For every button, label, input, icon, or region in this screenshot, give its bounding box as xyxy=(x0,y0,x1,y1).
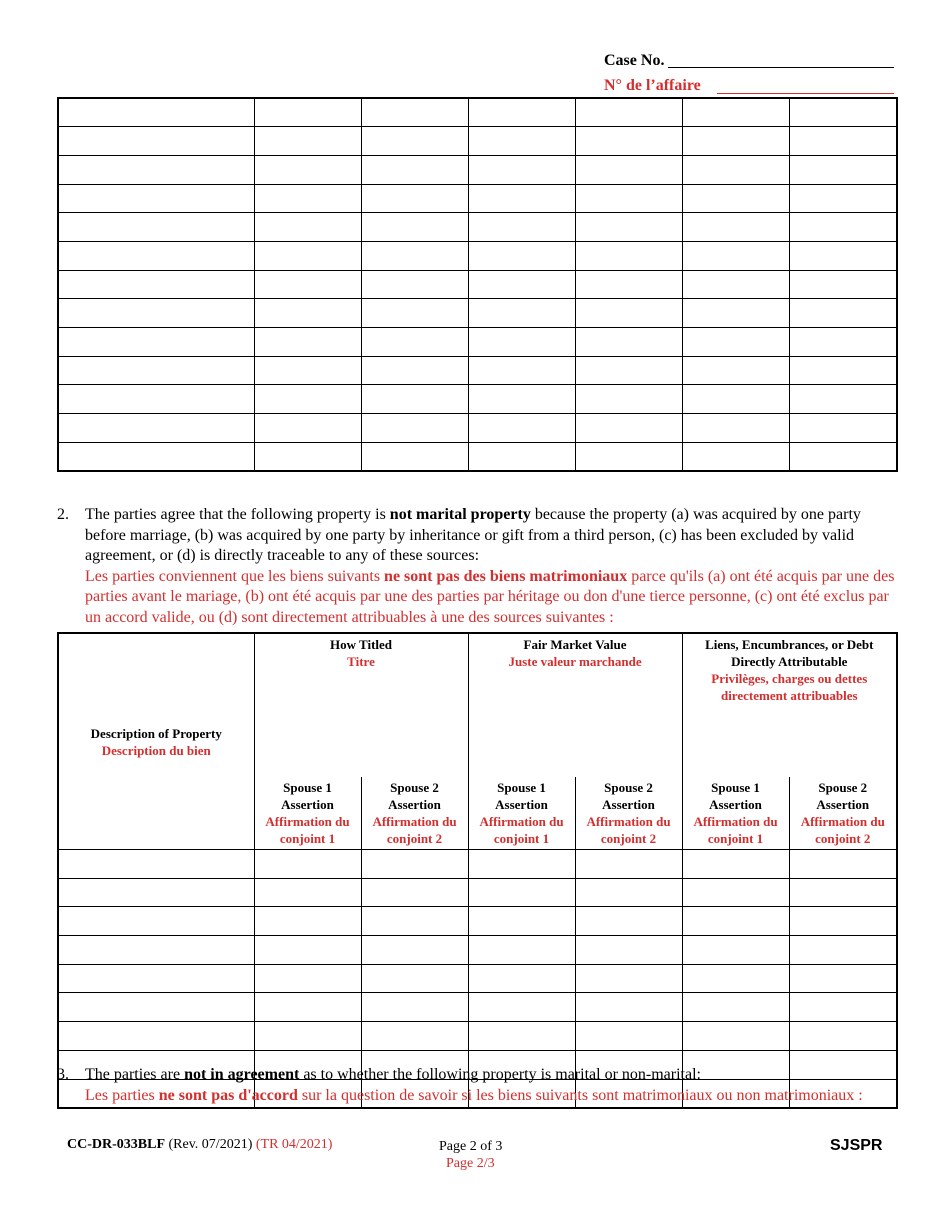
non-marital-table-cell[interactable] xyxy=(254,850,361,879)
property-table-cell[interactable] xyxy=(789,241,897,270)
property-table-cell[interactable] xyxy=(254,213,361,242)
table-row xyxy=(58,936,897,965)
property-table-cell[interactable] xyxy=(789,213,897,242)
header-spouse-1-assertion: Spouse 1 Assertion Affirmation du conjoint 1 xyxy=(254,777,361,850)
property-table-cell[interactable] xyxy=(254,356,361,385)
table-row xyxy=(58,127,897,156)
section-2-text-en: The parties agree that the following property is not marital property because the property (a) was acquired by one party before marriage, (b) was acquired by one party by inheritance or gift from a third person, (c) has been excluded by valid agreement, or (d) is directly traceable to any of these sources: xyxy=(85,506,861,564)
table-row xyxy=(58,907,897,936)
property-table-cell[interactable] xyxy=(682,356,789,385)
property-table-cell[interactable] xyxy=(789,414,897,443)
section-2-text-fr: Les parties conviennent que les biens suivants ne sont pas des biens matrimoniaux parce qu'ils (a) ont été acquis par une des parties avant le mariage, (b) ont été acquis par une des parties par héritage ou don d'une tierce personne, (c) ont été exclus par un accord valide, ou (d) sont directement attribuables à une des sources suivantes : xyxy=(85,567,895,626)
property-table-cell[interactable] xyxy=(254,155,361,184)
non-marital-table-cell[interactable] xyxy=(575,993,682,1022)
table-row xyxy=(58,270,897,299)
property-table-cell[interactable] xyxy=(575,241,682,270)
property-table-cell[interactable] xyxy=(682,127,789,156)
non-marital-table-cell[interactable] xyxy=(789,993,897,1022)
non-marital-table-cell[interactable] xyxy=(682,993,789,1022)
header-spouse-2-assertion: Spouse 2 Assertion Affirmation du conjoint 2 xyxy=(789,777,897,850)
property-table-cell[interactable] xyxy=(58,356,254,385)
non-marital-table-cell[interactable] xyxy=(575,878,682,907)
non-marital-table-cell[interactable] xyxy=(58,907,254,936)
section-3-text-en: The parties are not in agreement as to whether the following property is marital or non-marital: xyxy=(85,1066,701,1083)
form-code: SJSPR xyxy=(830,1137,883,1154)
header-spouse-2-assertion: Spouse 2 Assertion Affirmation du conjoint 2 xyxy=(575,777,682,850)
non-marital-table-cell[interactable] xyxy=(682,878,789,907)
property-table-cell[interactable] xyxy=(682,270,789,299)
property-table-cell[interactable] xyxy=(58,98,254,127)
property-table-cell[interactable] xyxy=(682,241,789,270)
non-marital-table-cell[interactable] xyxy=(58,936,254,965)
property-table-cell[interactable] xyxy=(789,155,897,184)
table-row xyxy=(58,213,897,242)
property-table-cell[interactable] xyxy=(254,414,361,443)
table-row xyxy=(58,385,897,414)
property-table-cell[interactable] xyxy=(58,127,254,156)
property-table-cell[interactable] xyxy=(682,299,789,328)
property-table-cell[interactable] xyxy=(575,299,682,328)
header-liens: Liens, Encumbrances, or Debt Directly Attributable Privilèges, charges ou dettes directement attribuables xyxy=(682,633,897,777)
case-number-field[interactable] xyxy=(668,67,894,68)
property-table-cell[interactable] xyxy=(682,155,789,184)
form-identifier: CC-DR-033BLF (Rev. 07/2021) (TR 04/2021) xyxy=(67,1137,333,1152)
property-table-cell[interactable] xyxy=(789,299,897,328)
property-table-cell[interactable] xyxy=(789,442,897,471)
table-row xyxy=(58,1022,897,1051)
non-marital-table-cell[interactable] xyxy=(361,993,468,1022)
non-marital-table-cell[interactable] xyxy=(575,936,682,965)
property-table-cell[interactable] xyxy=(789,385,897,414)
non-marital-table-cell[interactable] xyxy=(575,907,682,936)
property-table-cell[interactable] xyxy=(682,213,789,242)
non-marital-table-cell[interactable] xyxy=(361,1022,468,1051)
property-table-cell[interactable] xyxy=(789,127,897,156)
non-marital-table-cell[interactable] xyxy=(468,936,575,965)
property-table-cell[interactable] xyxy=(361,414,468,443)
property-table-cell[interactable] xyxy=(682,184,789,213)
property-table-cell[interactable] xyxy=(789,328,897,357)
property-table-cell[interactable] xyxy=(468,241,575,270)
non-marital-table-cell[interactable] xyxy=(468,907,575,936)
header-fair-market-value: Fair Market Value Juste valeur marchande xyxy=(468,633,682,777)
non-marital-table-cell[interactable] xyxy=(468,993,575,1022)
non-marital-table-cell[interactable] xyxy=(254,1022,361,1051)
non-marital-table-cell[interactable] xyxy=(254,964,361,993)
property-table-cell[interactable] xyxy=(58,414,254,443)
property-table-cell[interactable] xyxy=(361,155,468,184)
property-table-cell[interactable] xyxy=(254,299,361,328)
property-table-cell[interactable] xyxy=(575,270,682,299)
property-table-cell[interactable] xyxy=(58,442,254,471)
property-table-cell[interactable] xyxy=(361,241,468,270)
non-marital-table-cell[interactable] xyxy=(575,1022,682,1051)
non-marital-table-cell[interactable] xyxy=(254,878,361,907)
header-how-titled: How Titled Titre xyxy=(254,633,468,777)
table-row xyxy=(58,299,897,328)
non-marital-table-cell[interactable] xyxy=(361,964,468,993)
non-marital-table-cell[interactable] xyxy=(789,1022,897,1051)
non-marital-table-cell[interactable] xyxy=(58,964,254,993)
non-marital-table-cell[interactable] xyxy=(58,1022,254,1051)
property-table-cell[interactable] xyxy=(682,442,789,471)
property-table-cell[interactable] xyxy=(789,356,897,385)
case-number-label: Case No. xyxy=(604,52,665,69)
table-row xyxy=(58,442,897,471)
table-row xyxy=(58,98,897,127)
property-table-cell[interactable] xyxy=(361,328,468,357)
property-table-cell[interactable] xyxy=(361,213,468,242)
property-table-cell[interactable] xyxy=(254,270,361,299)
property-table-cell[interactable] xyxy=(682,385,789,414)
non-marital-table-cell[interactable] xyxy=(361,850,468,879)
property-table-cell[interactable] xyxy=(468,270,575,299)
non-marital-table-cell[interactable] xyxy=(789,907,897,936)
non-marital-table-cell[interactable] xyxy=(468,878,575,907)
property-table-cell[interactable] xyxy=(468,328,575,357)
section-2 xyxy=(57,505,897,625)
non-marital-table-cell[interactable] xyxy=(682,964,789,993)
non-marital-table-cell[interactable] xyxy=(361,907,468,936)
header-spouse-1-assertion: Spouse 1 Assertion Affirmation du conjoint 1 xyxy=(682,777,789,850)
non-marital-table-cell[interactable] xyxy=(361,936,468,965)
property-table-cell[interactable] xyxy=(58,213,254,242)
property-table-cell[interactable] xyxy=(361,127,468,156)
property-table-cell[interactable] xyxy=(361,442,468,471)
property-table-cell[interactable] xyxy=(361,98,468,127)
property-table-cell[interactable] xyxy=(789,98,897,127)
non-marital-table-cell[interactable] xyxy=(58,878,254,907)
non-marital-table-cell[interactable] xyxy=(682,936,789,965)
property-table-cell[interactable] xyxy=(58,299,254,328)
property-table-cell[interactable] xyxy=(468,414,575,443)
property-table-cell[interactable] xyxy=(361,356,468,385)
non-marital-table-cell[interactable] xyxy=(682,907,789,936)
non-marital-table-cell[interactable] xyxy=(468,850,575,879)
non-marital-table-cell[interactable] xyxy=(789,850,897,879)
property-table-cell[interactable] xyxy=(254,127,361,156)
header-spouse-1-assertion: Spouse 1 Assertion Affirmation du conjoint 1 xyxy=(468,777,575,850)
property-table-cell[interactable] xyxy=(575,328,682,357)
property-table-cell[interactable] xyxy=(254,184,361,213)
table-row xyxy=(58,155,897,184)
property-table-cell[interactable] xyxy=(254,385,361,414)
case-number-label-fr: N° de l’affaire xyxy=(604,77,701,94)
header-description: Description of Property Description du bien xyxy=(58,633,254,850)
page-number-fr: Page 2/3 xyxy=(446,1156,495,1171)
property-table-cell[interactable] xyxy=(468,299,575,328)
table-row xyxy=(58,184,897,213)
property-table-cell[interactable] xyxy=(575,127,682,156)
property-table-cell[interactable] xyxy=(789,270,897,299)
section-3-number: 3. xyxy=(57,1066,69,1083)
non-marital-table-cell[interactable] xyxy=(575,964,682,993)
property-table-cell[interactable] xyxy=(468,127,575,156)
section-3 xyxy=(57,1065,897,1110)
header-spouse-2-assertion: Spouse 2 Assertion Affirmation du conjoint 2 xyxy=(361,777,468,850)
property-table-cell[interactable] xyxy=(575,385,682,414)
property-table-cell[interactable] xyxy=(575,184,682,213)
property-table-cell[interactable] xyxy=(58,184,254,213)
non-marital-table-cell[interactable] xyxy=(254,907,361,936)
table-row xyxy=(58,241,897,270)
property-table-cell[interactable] xyxy=(575,356,682,385)
property-table-cell[interactable] xyxy=(468,155,575,184)
property-table-cell[interactable] xyxy=(575,155,682,184)
property-table-cell[interactable] xyxy=(468,98,575,127)
table-row xyxy=(58,414,897,443)
property-table-cell[interactable] xyxy=(575,442,682,471)
non-marital-table-cell[interactable] xyxy=(682,850,789,879)
table-row xyxy=(58,964,897,993)
property-table-cell[interactable] xyxy=(254,241,361,270)
property-table-cell[interactable] xyxy=(58,241,254,270)
property-table-cell[interactable] xyxy=(468,184,575,213)
property-table-cell[interactable] xyxy=(575,213,682,242)
property-table-cell[interactable] xyxy=(58,328,254,357)
non-marital-table-cell[interactable] xyxy=(361,878,468,907)
table-row xyxy=(58,850,897,879)
property-table-cell[interactable] xyxy=(254,442,361,471)
non-marital-table-cell[interactable] xyxy=(254,936,361,965)
property-table-cell[interactable] xyxy=(254,98,361,127)
property-table-cell[interactable] xyxy=(789,184,897,213)
table-row xyxy=(58,328,897,357)
property-table-cell[interactable] xyxy=(254,328,361,357)
property-table-cell[interactable] xyxy=(361,270,468,299)
property-table-cell[interactable] xyxy=(58,270,254,299)
property-table-cell[interactable] xyxy=(682,98,789,127)
non-marital-property-table xyxy=(57,632,898,1109)
property-table-cell[interactable] xyxy=(468,385,575,414)
property-table-cell[interactable] xyxy=(361,299,468,328)
non-marital-table-cell[interactable] xyxy=(789,878,897,907)
section-2-number: 2. xyxy=(57,506,69,523)
case-number-field-fr xyxy=(717,93,894,94)
table-row xyxy=(58,993,897,1022)
property-table-cell[interactable] xyxy=(682,414,789,443)
non-marital-table-cell[interactable] xyxy=(682,1022,789,1051)
non-marital-table-cell[interactable] xyxy=(789,964,897,993)
page-number: Page 2 of 3 xyxy=(439,1139,503,1154)
non-marital-table-cell[interactable] xyxy=(575,850,682,879)
non-marital-table-cell[interactable] xyxy=(58,993,254,1022)
property-table-cell[interactable] xyxy=(575,414,682,443)
property-table-cell[interactable] xyxy=(468,213,575,242)
section-3-text-fr: Les parties ne sont pas d'accord sur la question de savoir si les biens suivants sont matrimoniaux ou non matrimoniaux : xyxy=(85,1086,863,1104)
property-table-cell[interactable] xyxy=(361,385,468,414)
table-row xyxy=(58,356,897,385)
non-marital-table-cell[interactable] xyxy=(468,964,575,993)
table-row xyxy=(58,878,897,907)
non-marital-table-cell[interactable] xyxy=(468,1022,575,1051)
property-table-continued xyxy=(57,97,898,472)
property-table-cell[interactable] xyxy=(682,328,789,357)
property-table-cell[interactable] xyxy=(468,442,575,471)
non-marital-table-cell[interactable] xyxy=(254,993,361,1022)
non-marital-table-cell[interactable] xyxy=(789,936,897,965)
property-table-cell[interactable] xyxy=(575,98,682,127)
property-table-cell[interactable] xyxy=(361,184,468,213)
property-table-cell[interactable] xyxy=(58,385,254,414)
property-table-cell[interactable] xyxy=(58,155,254,184)
property-table-cell[interactable] xyxy=(468,356,575,385)
non-marital-table-cell[interactable] xyxy=(58,850,254,879)
